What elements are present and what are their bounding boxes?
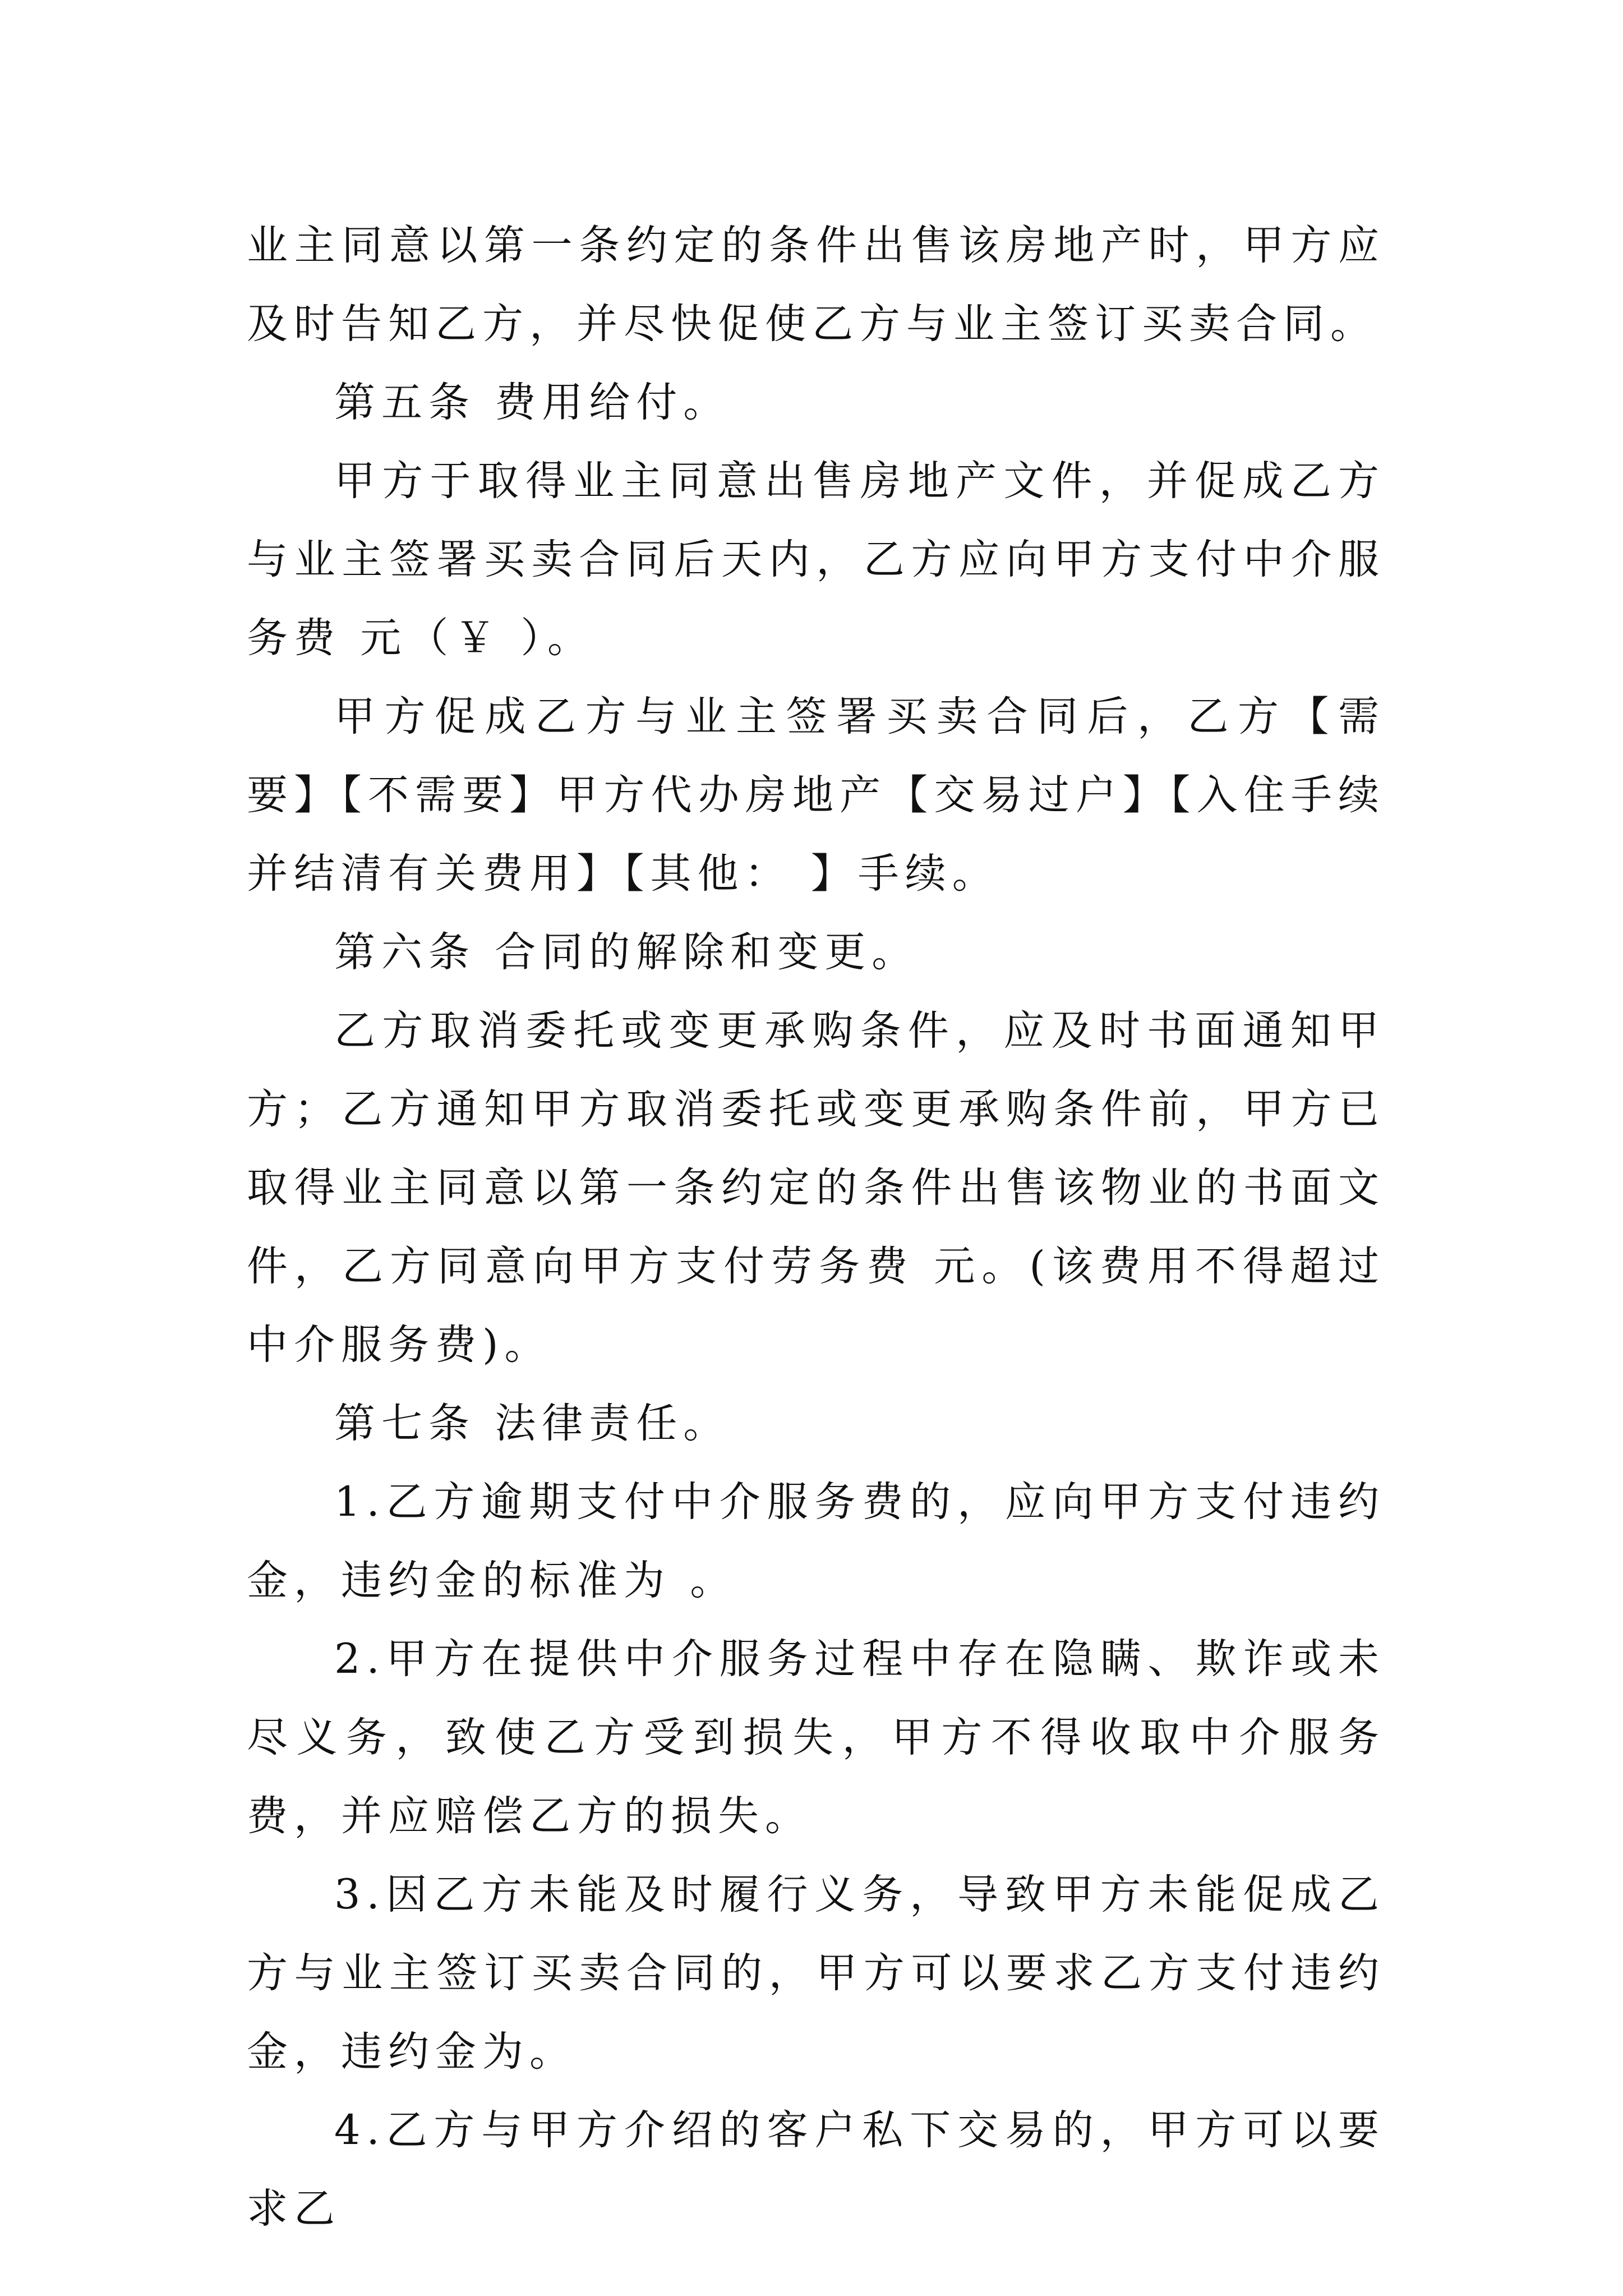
heading-article-7: 第七条 法律责任。: [334, 1400, 731, 1447]
clause-7-1: 1.乙方逾期支付中介服务费的，应向甲方支付违约金，违约金的标准为 。: [247, 1478, 1385, 1604]
paragraph-transfer-procedures: 甲方促成乙方与业主签署买卖合同后，乙方【需要】【不需要】甲方代办房地产【交易过户】【入住手续并结清有关费用】【其他： 】手续。: [247, 693, 1385, 898]
paragraph-sale-notice: 业主同意以第一条约定的条件出售该房地产时，甲方应及时告知乙方，并尽快促使乙方与业主签订买卖合同。: [247, 222, 1385, 348]
paragraph-service-fee: 甲方于取得业主同意出售房地产文件，并促成乙方与业主签署买卖合同后天内，乙方应向甲方支付中介服务费 元（￥ ）。: [247, 457, 1385, 662]
document-body: [247, 206, 1385, 2248]
clause-7-4: 4.乙方与甲方介绍的客户私下交易的，甲方可以要求乙: [247, 2106, 1385, 2233]
clause-7-3: 3.因乙方未能及时履行义务，导致甲方未能促成乙方与业主签订买卖合同的，甲方可以要求乙方支付违约金，违约金为。: [247, 1871, 1385, 2076]
heading-article-6: 第六条 合同的解除和变更。: [334, 928, 919, 976]
clause-7-2: 2.甲方在提供中介服务过程中存在隐瞒、欺诈或未尽义务，致使乙方受到损失，甲方不得收取中介服务费，并应赔偿乙方的损失。: [247, 1635, 1385, 1840]
paragraph-cancellation: 乙方取消委托或变更承购条件，应及时书面通知甲方；乙方通知甲方取消委托或变更承购条件前，甲方已取得业主同意以第一条约定的条件出售该物业的书面文件，乙方同意向甲方支付劳务费 元。(该费用不得超过中介服务费)。: [247, 1007, 1385, 1369]
heading-article-5: 第五条 费用给付。: [334, 379, 731, 426]
